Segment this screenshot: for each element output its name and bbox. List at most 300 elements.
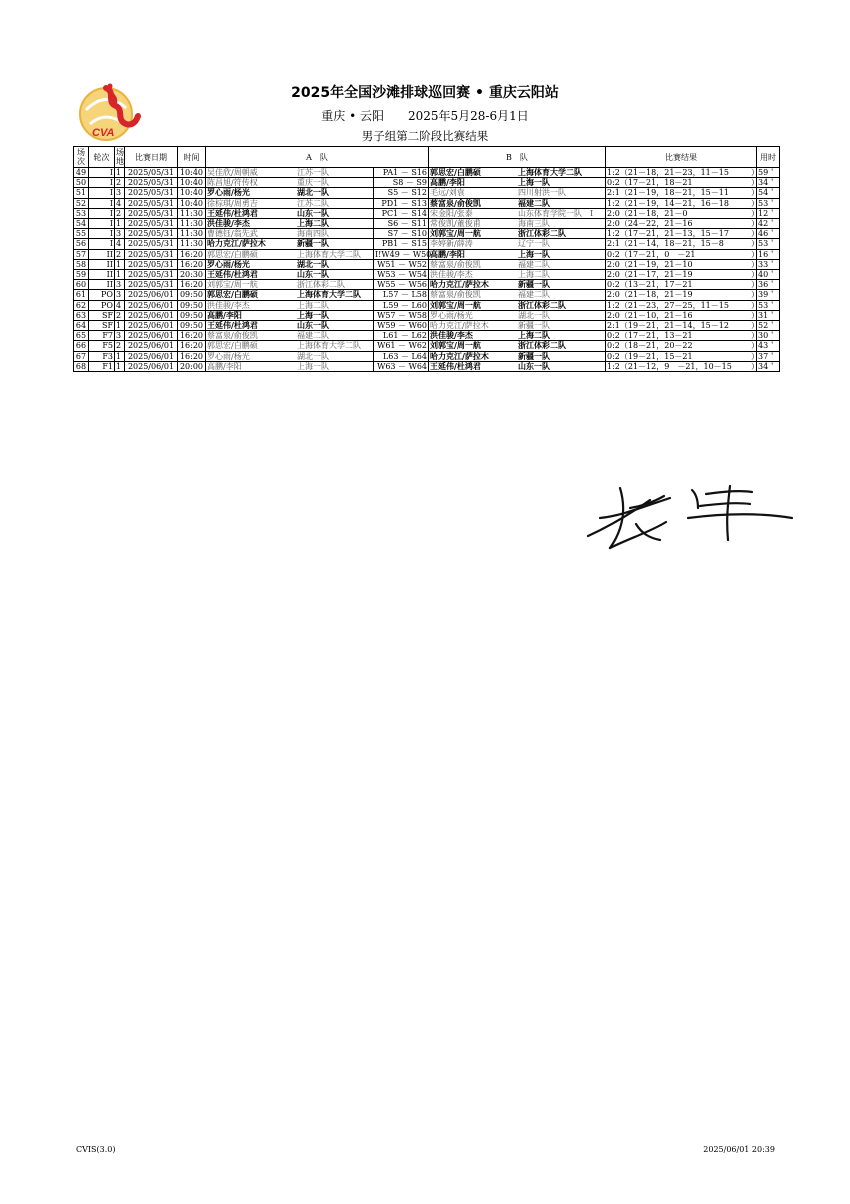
- match-date: 2025/05/31: [125, 239, 178, 249]
- match-no: 68: [74, 361, 89, 371]
- team-a-name: 上海体育大学二队: [297, 249, 361, 259]
- team-a-players: 罗心雨/杨光: [207, 258, 250, 269]
- court: 1: [115, 259, 125, 269]
- team-b-players: 高鹏/李阳: [430, 248, 465, 259]
- team-a-players: 吴佳欣/周朝威: [207, 168, 258, 177]
- team-a-name: 上海体育大学二队: [297, 289, 361, 300]
- table-row: [74, 331, 780, 341]
- match-time: 10:40: [178, 178, 206, 188]
- round: SF: [89, 310, 115, 320]
- table-row: [74, 310, 780, 320]
- page-title: 2025年全国沙滩排球巡回赛 • 重庆云阳站: [291, 85, 559, 101]
- score-text: 1:2（17－21，21－13，15－17: [607, 229, 729, 239]
- match-duration: 34＇: [757, 361, 780, 371]
- round: I: [89, 178, 115, 188]
- match-date: 2025/05/31: [125, 178, 178, 188]
- match-duration: 36＇: [757, 280, 780, 290]
- table-row: [74, 239, 780, 249]
- team-a: [206, 219, 374, 229]
- col-date: 比赛日期: [125, 147, 178, 168]
- court: 1: [115, 219, 125, 229]
- team-b: [429, 341, 606, 351]
- score-close: ）: [751, 290, 759, 300]
- team-a: [206, 229, 374, 239]
- court: 2: [115, 310, 125, 320]
- event-dates: 2025年5月28-6月1日: [407, 109, 529, 123]
- match-no: 55: [74, 229, 89, 239]
- signature: [580, 478, 800, 558]
- col-court: 场地: [116, 148, 124, 166]
- table-row: [74, 321, 780, 331]
- match-date: 2025/05/31: [125, 168, 178, 178]
- match-date: 2025/06/01: [125, 341, 178, 351]
- team-a-players: 洪佳骏/李杰: [207, 300, 250, 310]
- team-a-name: 湖北一队: [297, 258, 329, 269]
- table-row: [74, 351, 780, 361]
- match-no: 53: [74, 208, 89, 218]
- team-b-players: 蔡富泉/俞俊凯: [430, 197, 481, 208]
- seed-code: W51 － W52: [374, 259, 429, 269]
- round: F5: [89, 341, 115, 351]
- team-a-name: 新疆一队: [297, 238, 329, 249]
- team-b-name: 山东体育学院一队 I: [518, 208, 594, 218]
- team-a-players: 陈昌旭/符传权: [207, 178, 258, 188]
- seed-code: L57 － L58: [374, 290, 429, 300]
- team-b-name: 福建二队: [518, 290, 550, 300]
- team-b: [429, 229, 606, 239]
- col-result: 比赛结果: [606, 147, 757, 168]
- match-no: 63: [74, 310, 89, 320]
- team-b: [429, 310, 606, 320]
- table-row: [74, 168, 780, 178]
- round: PO: [89, 300, 115, 310]
- team-a: [206, 351, 374, 361]
- team-b: [429, 361, 606, 371]
- match-result: [606, 208, 757, 218]
- table-row: [74, 361, 780, 371]
- team-b: [429, 168, 606, 178]
- col-time: 时间: [178, 147, 206, 168]
- team-a: [206, 341, 374, 351]
- score-text: 0:2（18－21，20－22: [607, 341, 693, 351]
- match-date: 2025/06/01: [125, 331, 178, 341]
- score-close: ）: [751, 361, 759, 371]
- match-time: 09:50: [178, 300, 206, 310]
- team-b-name: 浙江体彩二队: [518, 299, 566, 310]
- seed-code: S7 － S10: [374, 229, 429, 239]
- match-no: 64: [74, 321, 89, 331]
- team-b-players: 高鹏/李阳: [430, 177, 465, 188]
- match-date: 2025/06/01: [125, 321, 178, 331]
- team-b-name: 上海一队: [518, 177, 550, 188]
- match-result: [606, 239, 757, 249]
- team-a-players: 高鹏/李阳: [207, 309, 242, 320]
- match-duration: 52＇: [757, 321, 780, 331]
- team-a-name: 江苏二队: [297, 198, 329, 208]
- team-b-name: 上海二队: [518, 270, 550, 280]
- col-round: 轮次: [89, 147, 115, 168]
- team-b: [429, 249, 606, 259]
- team-b-name: 上海二队: [518, 330, 550, 341]
- team-b-players: 李婷新/薛涛: [430, 239, 473, 249]
- table-row: [74, 280, 780, 290]
- team-a: [206, 239, 374, 249]
- match-time: 16:20: [178, 280, 206, 290]
- match-duration: 34＇: [757, 178, 780, 188]
- score-close: ）: [751, 280, 759, 290]
- team-b-players: 刘郭宝/周一航: [430, 228, 481, 239]
- score-close: ）: [751, 229, 759, 239]
- team-b-name: 新疆一队: [518, 321, 550, 331]
- team-b-players: 刘郭宝/周一航: [430, 299, 481, 310]
- match-result: [606, 219, 757, 229]
- team-a: [206, 270, 374, 280]
- team-a-players: 高鹏/李阳: [207, 361, 242, 371]
- seed-code: W59 － W60: [374, 321, 429, 331]
- team-a-name: 山东一队: [297, 269, 329, 280]
- seed-code: PC1 － S14: [374, 208, 429, 218]
- court: 2: [115, 208, 125, 218]
- match-date: 2025/05/31: [125, 229, 178, 239]
- team-a: [206, 331, 374, 341]
- footer-software: CVIS(3.0): [76, 1145, 116, 1154]
- match-date: 2025/05/31: [125, 219, 178, 229]
- court: 3: [115, 290, 125, 300]
- team-b: [429, 321, 606, 331]
- team-a-name: 上海一队: [297, 309, 329, 320]
- match-result: [606, 188, 757, 198]
- team-b-players: 宋金阳/张泰: [430, 208, 473, 218]
- table-row: [74, 300, 780, 310]
- team-b-players: 郭思宏/白鹏硕: [430, 167, 481, 177]
- round: I: [89, 208, 115, 218]
- score-close: ）: [751, 208, 759, 218]
- match-date: 2025/05/31: [125, 249, 178, 259]
- team-b: [429, 270, 606, 280]
- team-a-name: 湖北一队: [297, 187, 329, 198]
- match-result: [606, 259, 757, 269]
- team-a-name: 重庆一队: [297, 178, 329, 188]
- team-a: [206, 300, 374, 310]
- score-text: 2:0（21－10，21－16: [607, 310, 693, 320]
- team-b-name: 上海体育大学二队: [518, 167, 582, 177]
- match-time: 11:30: [178, 219, 206, 229]
- match-duration: 12＇: [757, 208, 780, 218]
- seed-code: W53 － W54: [374, 270, 429, 280]
- match-duration: 39＇: [757, 290, 780, 300]
- match-duration: 54＇: [757, 188, 780, 198]
- match-time: 16:20: [178, 331, 206, 341]
- match-time: 16:20: [178, 259, 206, 269]
- team-b-name: 福建二队: [518, 197, 550, 208]
- match-result: [606, 321, 757, 331]
- court: 2: [115, 249, 125, 259]
- score-text: 0:2（17－21，0 －21: [607, 249, 696, 259]
- court: 1: [115, 270, 125, 280]
- match-duration: 43＇: [757, 341, 780, 351]
- team-a-name: 上海一队: [297, 361, 329, 371]
- match-duration: 37＇: [757, 351, 780, 361]
- match-time: 10:40: [178, 188, 206, 198]
- team-b-name: 四川射洪一队: [518, 188, 566, 198]
- match-no: 57: [74, 249, 89, 259]
- table-row: [74, 259, 780, 269]
- team-a: [206, 188, 374, 198]
- round: I: [89, 239, 115, 249]
- match-date: 2025/06/01: [125, 310, 178, 320]
- round: I: [89, 188, 115, 198]
- match-time: 20:30: [178, 270, 206, 280]
- match-no: 65: [74, 331, 89, 341]
- score-text: 2:1（21－19，18－21，15－11: [607, 188, 729, 198]
- col-team-b: B 队: [429, 147, 606, 168]
- score-text: 2:0（21－18，21－0: [607, 208, 688, 218]
- match-duration: 30＇: [757, 331, 780, 341]
- match-result: [606, 310, 757, 320]
- match-date: 2025/05/31: [125, 188, 178, 198]
- team-a: [206, 208, 374, 218]
- score-close: ）: [751, 331, 759, 341]
- court: 3: [115, 188, 125, 198]
- match-no: 52: [74, 198, 89, 208]
- team-a-players: 郭思宏/白鹏硕: [207, 249, 258, 259]
- court: 3: [115, 229, 125, 239]
- seed-code: L63 － L64: [374, 351, 429, 361]
- match-result: [606, 341, 757, 351]
- match-time: 10:40: [178, 168, 206, 178]
- score-text: 0:2（17－21，13－21: [607, 331, 693, 341]
- match-date: 2025/06/01: [125, 290, 178, 300]
- match-no: 50: [74, 178, 89, 188]
- team-b: [429, 351, 606, 361]
- team-b: [429, 300, 606, 310]
- team-a-players: 郭思宏/白鹏硕: [207, 289, 258, 300]
- seed-code: W63 － W64: [374, 361, 429, 371]
- match-no: 67: [74, 351, 89, 361]
- match-result: [606, 290, 757, 300]
- table-row: [74, 208, 780, 218]
- footer-printed: 2025/06/01 20:39: [703, 1145, 775, 1154]
- score-close: ）: [751, 341, 759, 351]
- seed-code: L61 － L62: [374, 331, 429, 341]
- team-a-players: 罗心雨/杨光: [207, 351, 250, 361]
- match-time: 09:50: [178, 321, 206, 331]
- round: II: [89, 259, 115, 269]
- seed-code: L59 － L60: [374, 300, 429, 310]
- team-a: [206, 290, 374, 300]
- match-duration: 42＇: [757, 219, 780, 229]
- col-duration: 用时: [757, 147, 780, 168]
- match-duration: 53＇: [757, 300, 780, 310]
- score-text: 2:0（21－18，21－19: [607, 290, 693, 300]
- score-close: ）: [751, 249, 759, 259]
- match-duration: 53＇: [757, 239, 780, 249]
- team-b-name: 新疆一队: [518, 279, 550, 290]
- court: 2: [115, 341, 125, 351]
- score-text: 2:1（19－21，21－14，15－12: [607, 321, 729, 331]
- round: PO: [89, 290, 115, 300]
- match-duration: 31＇: [757, 310, 780, 320]
- match-result: [606, 249, 757, 259]
- team-a-players: 王延伟/杜鸿君: [207, 269, 258, 280]
- team-a-players: 哈力克江/萨拉木: [207, 238, 266, 249]
- court: 1: [115, 361, 125, 371]
- team-a-name: 海南四队: [297, 229, 329, 239]
- team-b-players: 罗心雨/杨光: [430, 310, 473, 320]
- match-time: 20:00: [178, 361, 206, 371]
- seed-code: W55 － W56: [374, 280, 429, 290]
- team-b-players: 刘郭宝/周一航: [430, 340, 481, 351]
- table-row: [74, 188, 780, 198]
- seed-code: S5 － S12: [374, 188, 429, 198]
- score-close: ）: [751, 259, 759, 269]
- match-duration: 53＇: [757, 198, 780, 208]
- score-text: 1:2（21－12，9 －21，10－15: [607, 361, 732, 371]
- table-row: [74, 198, 780, 208]
- team-b-name: 山东一队: [518, 360, 550, 371]
- table-row: [74, 341, 780, 351]
- match-time: 10:40: [178, 198, 206, 208]
- team-b: [429, 198, 606, 208]
- score-text: 0:2（13－21，17－21: [607, 280, 693, 290]
- match-result: [606, 280, 757, 290]
- score-text: 1:2（21－19，14－21，16－18: [607, 198, 729, 208]
- team-b-players: 常俊凯/董俊甫: [430, 219, 481, 229]
- score-close: ）: [751, 300, 759, 310]
- team-b-name: 新疆一队: [518, 350, 550, 361]
- match-result: [606, 331, 757, 341]
- team-a-name: 上海二队: [297, 300, 329, 310]
- match-no: 56: [74, 239, 89, 249]
- score-close: ）: [751, 168, 759, 177]
- match-date: 2025/05/31: [125, 280, 178, 290]
- round: F1: [89, 361, 115, 371]
- team-b-players: 蔡富泉/俞俊凯: [430, 259, 481, 269]
- match-date: 2025/05/31: [125, 198, 178, 208]
- table-row: [74, 249, 780, 259]
- table-row: [74, 178, 780, 188]
- match-time: 09:50: [178, 290, 206, 300]
- team-a-name: 福建二队: [297, 331, 329, 341]
- match-result: [606, 198, 757, 208]
- score-close: ）: [751, 239, 759, 249]
- team-b-name: 上海一队: [518, 248, 550, 259]
- match-duration: 16＇: [757, 249, 780, 259]
- header-row: [74, 147, 780, 168]
- score-close: ）: [751, 351, 759, 361]
- court: 4: [115, 300, 125, 310]
- match-date: 2025/06/01: [125, 361, 178, 371]
- match-no: 51: [74, 188, 89, 198]
- team-b: [429, 239, 606, 249]
- match-date: 2025/06/01: [125, 351, 178, 361]
- team-b: [429, 188, 606, 198]
- team-b: [429, 259, 606, 269]
- match-result: [606, 168, 757, 178]
- event-location: 重庆 • 云阳: [321, 109, 384, 123]
- match-result: [606, 300, 757, 310]
- team-b: [429, 178, 606, 188]
- match-no: 58: [74, 259, 89, 269]
- team-b-name: 浙江体彩二队: [518, 340, 566, 351]
- match-result: [606, 270, 757, 280]
- match-duration: 59＇: [757, 168, 780, 178]
- seed-code: PA1 － S16: [374, 168, 429, 178]
- team-a: [206, 198, 374, 208]
- court: 2: [115, 178, 125, 188]
- team-b-players: 王延伟/杜鸿君: [430, 360, 481, 371]
- table-row: [74, 270, 780, 280]
- team-a-name: 山东一队: [297, 207, 329, 218]
- team-b: [429, 219, 606, 229]
- seed-code: I!W49 － W50: [375, 249, 432, 259]
- team-a: [206, 168, 374, 178]
- score-close: ）: [751, 270, 759, 280]
- match-no: 59: [74, 270, 89, 280]
- team-a: [206, 310, 374, 320]
- round: I: [89, 219, 115, 229]
- round: SF: [89, 321, 115, 331]
- team-a: [206, 361, 374, 371]
- col-team-a: A 队: [206, 147, 429, 168]
- round: I: [89, 168, 115, 178]
- match-no: 61: [74, 290, 89, 300]
- team-b-players: 哈力克江/萨拉木: [430, 350, 489, 361]
- match-result: [606, 229, 757, 239]
- team-a: [206, 249, 374, 259]
- score-text: 0:2（17－21，18－21: [607, 178, 693, 188]
- match-no: 54: [74, 219, 89, 229]
- round: F3: [89, 351, 115, 361]
- col-match-no: 场次: [74, 147, 89, 168]
- round: I: [89, 229, 115, 239]
- match-time: 16:20: [178, 341, 206, 351]
- score-close: ）: [751, 178, 759, 188]
- team-a-name: 上海体育大学二队: [297, 341, 361, 351]
- court: 4: [115, 239, 125, 249]
- score-text: 1:2（21－18，21－23，11－15: [607, 168, 729, 177]
- score-close: ）: [751, 219, 759, 229]
- team-b-players: 洪佳骏/李杰: [430, 270, 473, 280]
- match-time: 16:20: [178, 351, 206, 361]
- match-result: [606, 361, 757, 371]
- match-date: 2025/05/31: [125, 259, 178, 269]
- score-text: 2:0（24－22，21－16: [607, 219, 693, 229]
- match-time: 11:30: [178, 239, 206, 249]
- match-result: [606, 178, 757, 188]
- score-text: 1:2（21－23，27－25，11－15: [607, 300, 729, 310]
- team-a-players: 刘郭宝/周一航: [207, 280, 258, 290]
- score-close: ）: [751, 310, 759, 320]
- team-b: [429, 208, 606, 218]
- event-subtitle: [0, 107, 850, 124]
- svg-text:CVA: CVA: [92, 127, 115, 139]
- table-row: [74, 219, 780, 229]
- score-text: 2:0（21－19，21－10: [607, 259, 693, 269]
- team-a-players: 徐棕琪/周勇吉: [207, 198, 258, 208]
- team-b: [429, 280, 606, 290]
- match-no: 62: [74, 300, 89, 310]
- team-a-name: 山东一队: [297, 320, 329, 331]
- team-a-name: 江苏一队: [297, 168, 329, 177]
- team-b-name: 辽宁一队: [518, 239, 550, 249]
- score-text: 0:2（19－21，15－21: [607, 351, 693, 361]
- match-no: 60: [74, 280, 89, 290]
- team-b: [429, 290, 606, 300]
- team-a: [206, 280, 374, 290]
- match-time: 09:50: [178, 310, 206, 320]
- team-b-name: 海南三队: [518, 219, 550, 229]
